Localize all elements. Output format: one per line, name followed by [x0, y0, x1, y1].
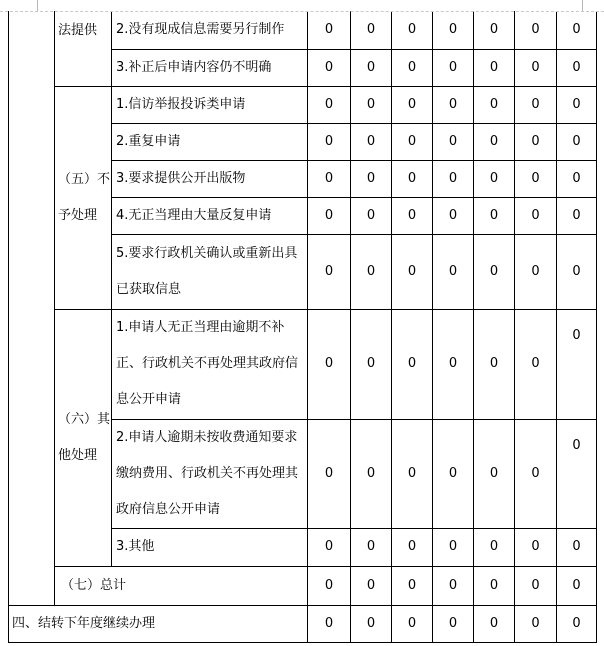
value-cell: 0	[515, 528, 557, 566]
value-cell: 0	[557, 49, 597, 86]
value-cell: 0	[351, 234, 392, 309]
value-cell: 0	[433, 566, 474, 605]
total-label-cell: （七）总计	[55, 566, 308, 605]
item-label-cell: 2.重复申请	[112, 123, 308, 160]
value-cell: 0	[351, 86, 392, 123]
value-cell: 0	[308, 419, 351, 528]
value-cell: 0	[392, 197, 433, 234]
item-label-cell: 2.没有现成信息需要另行制作	[112, 11, 308, 49]
item-label-cell: 1.申请人无正当理由逾期不补正、行政机关不再处理其政府信息公开申请	[112, 309, 308, 419]
value-cell: 0	[308, 160, 351, 197]
value-cell: 0	[351, 49, 392, 86]
value-cell: 0	[474, 86, 515, 123]
value-cell: 0	[351, 566, 392, 605]
value-cell: 0	[474, 123, 515, 160]
item-label-cell: 4.无正当理由大量反复申请	[112, 197, 308, 234]
table-row	[9, 605, 597, 642]
value-cell: 0	[433, 419, 474, 528]
value-cell: 0	[557, 528, 597, 566]
value-cell: 0	[474, 11, 515, 49]
value-cell: 0	[433, 528, 474, 566]
group-label-cell: （五）不予处理	[55, 86, 112, 309]
item-label-cell: 3.要求提供公开出版物	[112, 160, 308, 197]
value-cell: 0	[515, 197, 557, 234]
value-cell: 0	[433, 49, 474, 86]
value-cell: 0	[433, 86, 474, 123]
table-row	[9, 86, 597, 123]
value-cell: 0	[557, 123, 597, 160]
value-cell: 0	[392, 86, 433, 123]
value-cell: 0	[515, 309, 557, 419]
value-cell: 0	[433, 605, 474, 642]
value-cell: 0	[351, 309, 392, 419]
value-cell: 0	[474, 197, 515, 234]
table-row	[9, 309, 597, 419]
value-cell: 0	[474, 234, 515, 309]
item-label-cell: 5.要求行政机关确认或重新出具已获取信息	[112, 234, 308, 309]
item-label-cell: 2.申请人逾期未按收费通知要求缴纳费用、行政机关不再处理其政府信息公开申请	[112, 419, 308, 528]
value-cell: 0	[515, 566, 557, 605]
value-cell: 0	[392, 123, 433, 160]
value-cell: 0	[351, 160, 392, 197]
value-cell: 0	[557, 566, 597, 605]
value-cell: 0	[392, 49, 433, 86]
value-cell: 0	[515, 123, 557, 160]
value-cell: 0	[515, 234, 557, 309]
category-spacer-cell	[9, 11, 55, 605]
value-cell: 0	[308, 86, 351, 123]
value-cell: 0	[351, 419, 392, 528]
value-cell: 0	[308, 605, 351, 642]
group-label-cell: （六）其他处理	[55, 309, 112, 566]
value-cell: 0	[392, 309, 433, 419]
value-cell: 0	[474, 528, 515, 566]
value-cell: 0	[392, 419, 433, 528]
table-row	[9, 11, 597, 49]
value-cell: 0	[557, 419, 597, 528]
value-cell: 0	[515, 419, 557, 528]
value-cell: 0	[474, 419, 515, 528]
table-row	[9, 566, 597, 605]
value-cell: 0	[308, 234, 351, 309]
value-cell: 0	[308, 528, 351, 566]
value-cell: 0	[308, 309, 351, 419]
value-cell: 0	[392, 605, 433, 642]
group-label-cell: 法提供	[55, 11, 112, 86]
page-break-dashed-line	[0, 11, 604, 12]
item-label-cell: 3.补正后申请内容仍不明确	[112, 49, 308, 86]
value-cell: 0	[308, 123, 351, 160]
value-cell: 0	[474, 605, 515, 642]
value-cell: 0	[474, 49, 515, 86]
value-cell: 0	[392, 234, 433, 309]
value-cell: 0	[308, 566, 351, 605]
value-cell: 0	[515, 86, 557, 123]
value-cell: 0	[392, 528, 433, 566]
value-cell: 0	[515, 160, 557, 197]
value-cell: 0	[308, 49, 351, 86]
value-cell: 0	[351, 197, 392, 234]
value-cell: 0	[351, 528, 392, 566]
page-break-tick-left	[37, 0, 38, 11]
value-cell: 0	[351, 123, 392, 160]
value-cell: 0	[557, 86, 597, 123]
value-cell: 0	[351, 11, 392, 49]
value-cell: 0	[392, 160, 433, 197]
carryover-label-cell: 四、结转下年度继续办理	[9, 605, 308, 642]
value-cell: 0	[308, 11, 351, 49]
value-cell: 0	[392, 566, 433, 605]
value-cell: 0	[433, 11, 474, 49]
value-cell: 0	[557, 234, 597, 309]
value-cell: 0	[433, 123, 474, 160]
value-cell: 0	[433, 234, 474, 309]
value-cell: 0	[392, 11, 433, 49]
value-cell: 0	[474, 566, 515, 605]
value-cell: 0	[433, 160, 474, 197]
value-cell: 0	[433, 197, 474, 234]
value-cell: 0	[557, 160, 597, 197]
value-cell: 0	[557, 605, 597, 642]
value-cell: 0	[515, 11, 557, 49]
value-cell: 0	[557, 11, 597, 49]
value-cell: 0	[474, 160, 515, 197]
value-cell: 0	[308, 197, 351, 234]
value-cell: 0	[515, 605, 557, 642]
value-cell: 0	[433, 309, 474, 419]
item-label-cell: 3.其他	[112, 528, 308, 566]
page-break-tick-right	[582, 0, 583, 11]
report-table	[8, 11, 597, 643]
value-cell: 0	[557, 197, 597, 234]
value-cell: 0	[557, 309, 597, 419]
value-cell: 0	[474, 309, 515, 419]
value-cell: 0	[351, 605, 392, 642]
item-label-cell: 1.信访举报投诉类申请	[112, 86, 308, 123]
value-cell: 0	[515, 49, 557, 86]
